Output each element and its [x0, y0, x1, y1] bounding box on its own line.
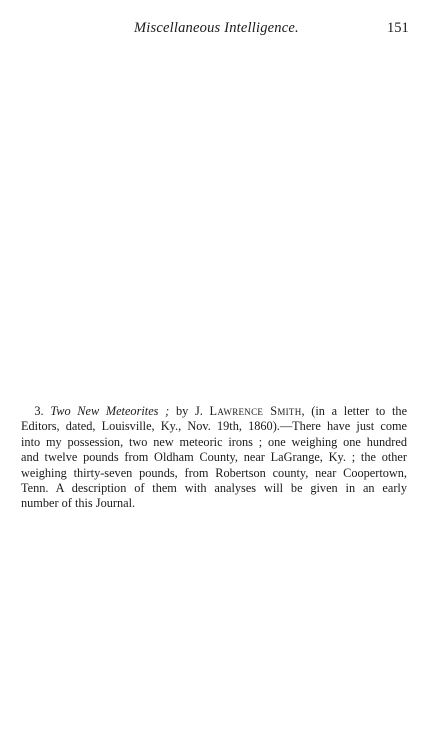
article-line-2: Editors, dated, Louisville, Ky., Nov. 19th, 1860).—There have just come [21, 419, 407, 434]
article-title: Two New Meteorites ; [50, 404, 170, 418]
author-initial: J. [194, 404, 203, 418]
article-line-3: into my possession, two new meteoric irons ; one weighing one hundred [21, 434, 407, 449]
article-by: by [175, 404, 189, 418]
article-line-7: number of this Journal. [21, 496, 136, 511]
page-number: 151 [387, 20, 409, 36]
article-line-5: weighing thirty-seven pounds, from Robertson county, near Coopertown, [21, 465, 407, 480]
article-line-1 [21, 404, 407, 419]
article-paragraph [21, 404, 407, 512]
running-header [0, 20, 430, 40]
article-number: 3. [34, 404, 44, 418]
running-title: Miscellaneous Intelligence. [134, 20, 299, 36]
article-line-1-rest: , (in a letter to the [301, 404, 408, 418]
article-line-6: Tenn. A description of them with analyses will be given in an early [21, 481, 407, 496]
author-name: Lawrence Smith [209, 404, 302, 418]
article-line-4: and twelve pounds from Oldham County, near LaGrange, Ky. ; the other [21, 450, 407, 465]
